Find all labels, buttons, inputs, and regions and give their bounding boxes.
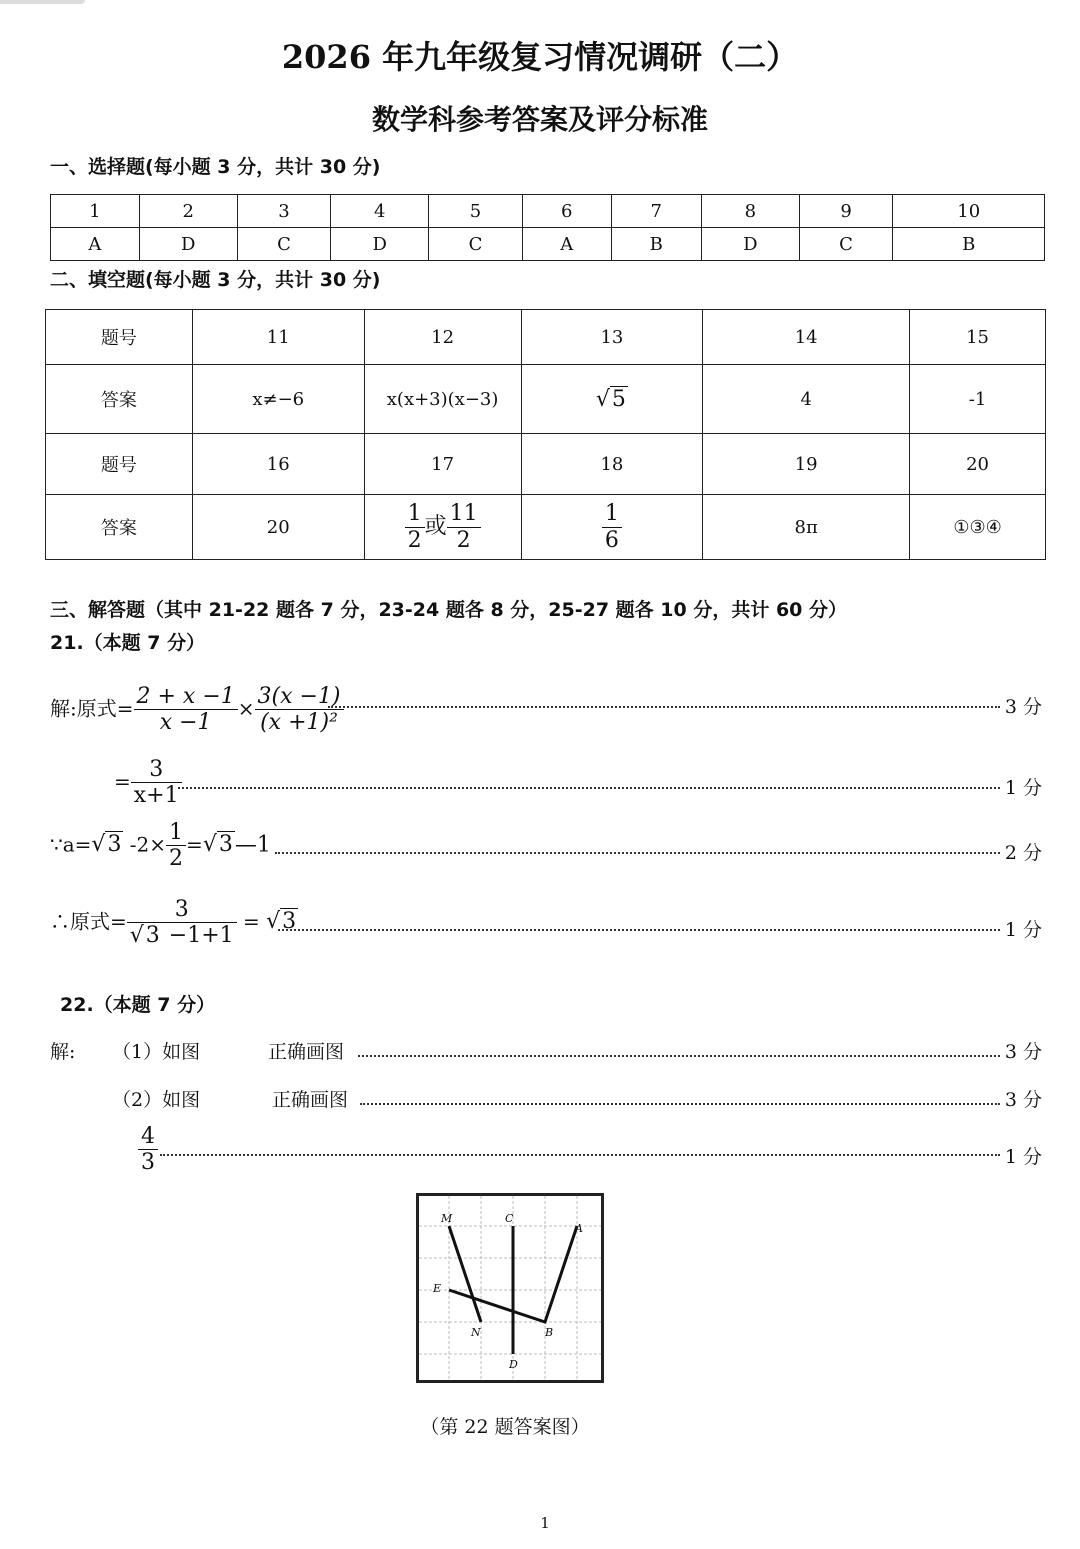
fraction: $\frac{1}{2}$	[405, 501, 425, 553]
table-cell: 17	[364, 434, 521, 495]
dot-leader	[275, 852, 1000, 854]
table-cell: A	[522, 228, 611, 261]
sqrt-expression: √3	[266, 909, 297, 935]
dot-leader	[160, 1154, 1000, 1156]
table-cell: 10	[893, 195, 1045, 228]
table-cell: 11	[192, 310, 364, 365]
grid-figure	[419, 1196, 601, 1380]
table-cell: B	[611, 228, 701, 261]
table-cell: D	[139, 228, 237, 261]
choice-number-row	[51, 195, 1045, 228]
page-subtitle: 数学科参考答案及评分标准	[371, 103, 708, 136]
fraction: $\frac{2 + x -1}{x -1}$	[134, 684, 238, 736]
page-title: 2026 年九年级复习情况调研（二）	[281, 38, 799, 76]
fraction: $\frac{1}{6}$	[602, 501, 622, 553]
table-cell: 答案	[46, 365, 193, 434]
table-cell: $\frac{1}{2}$ 或 $\frac{11}{2}$	[364, 495, 521, 560]
score-points: 3 分	[1004, 1089, 1042, 1111]
q21-step3: ∵a=√3 -2× $\frac{1}{2}$ =√3—1 2 分	[50, 820, 1042, 872]
table-row	[46, 434, 1046, 495]
table-cell: 20	[192, 495, 364, 560]
table-cell: x≠−6	[192, 365, 364, 434]
fill-answer-table	[45, 309, 1046, 560]
table-cell: 5	[429, 195, 523, 228]
table-cell: 19	[703, 434, 910, 495]
table-cell: 15	[910, 310, 1046, 365]
fraction: $\frac{3}{√3 -1+1}$	[127, 897, 237, 949]
sqrt-expression: √5	[595, 386, 626, 412]
dot-leader	[328, 706, 1000, 708]
table-cell: 16	[192, 434, 364, 495]
table-cell: D	[701, 228, 799, 261]
q22-title: 22.（本题 7 分）	[60, 994, 216, 1016]
page-number: 1	[540, 1514, 550, 1532]
table-cell: 1	[51, 195, 140, 228]
q21-title: 21.（本题 7 分）	[50, 632, 206, 654]
table-cell: 题号	[46, 310, 193, 365]
score-points: 1 分	[1004, 777, 1042, 799]
q21-step1: 解:原式= $\frac{2 + x -1}{x -1}$ × $\frac{3(x -1)}{\text{(x +1)²}}$ 3 分	[50, 684, 1042, 736]
table-cell: 8	[701, 195, 799, 228]
fraction: $\frac{3(x -1)}{\text{(x +1)²}}$	[255, 684, 344, 736]
table-cell: 4	[331, 195, 429, 228]
table-cell: C	[799, 228, 893, 261]
fraction: $\frac{4}{3}$	[138, 1124, 158, 1176]
table-cell: 4	[703, 365, 910, 434]
point-label-C: C	[505, 1212, 514, 1225]
section1-heading: 一、选择题(每小题 3 分，共计 30 分)	[50, 156, 381, 178]
choice-answer-table	[50, 194, 1045, 261]
q21-step4: ∴原式= $\frac{3}{√3 -1+1}$ = √3 1 分	[50, 897, 1042, 949]
table-row	[46, 310, 1046, 365]
score-points: 1 分	[1004, 919, 1042, 941]
point-label-B: B	[545, 1326, 554, 1339]
table-cell: 答案	[46, 495, 193, 560]
sqrt-expression: √3	[129, 923, 160, 949]
q22-part2: （2）如图 正确画图 3 分	[50, 1085, 1042, 1125]
score-points: 1 分	[1004, 1146, 1042, 1168]
table-cell: B	[893, 228, 1045, 261]
segment-MN	[449, 1226, 481, 1322]
sqrt-expression: √3	[91, 832, 122, 858]
section2-heading: 二、填空题(每小题 3 分，共计 30 分)	[50, 269, 381, 291]
dot-leader	[178, 787, 1000, 789]
figure-caption: （第 22 题答案图）	[420, 1416, 590, 1438]
score-points: 2 分	[1004, 842, 1042, 864]
fraction: $\frac{11}{2}$	[447, 501, 481, 553]
table-cell: D	[331, 228, 429, 261]
table-cell: C	[429, 228, 523, 261]
dot-leader	[278, 929, 1000, 931]
table-row	[46, 365, 1046, 434]
q22-answer-figure	[416, 1193, 604, 1383]
table-cell: -1	[910, 365, 1046, 434]
table-row	[46, 495, 1046, 560]
sqrt-expression: √3	[202, 832, 233, 858]
point-label-N: N	[471, 1326, 481, 1339]
q22-part1: 解: （1）如图 正确画图 3 分	[50, 1037, 1042, 1077]
score-points: 3 分	[1004, 1041, 1042, 1063]
table-cell: A	[51, 228, 140, 261]
table-cell: 2	[139, 195, 237, 228]
point-label-D: D	[509, 1358, 518, 1371]
section3-heading: 三、解答题（其中 21-22 题各 7 分，23-24 题各 8 分，25-27 题各 10 分，共计 60 分）	[50, 599, 847, 621]
table-cell: 12	[364, 310, 521, 365]
table-cell: ①③④	[910, 495, 1046, 560]
q22-part3	[50, 1124, 1042, 1186]
point-label-A: A	[575, 1222, 583, 1235]
table-cell: 8π	[703, 495, 910, 560]
q21-step2: = $\frac{3}{x+1}$ 1 分	[114, 757, 1042, 809]
table-cell	[521, 495, 703, 560]
table-cell: 20	[910, 434, 1046, 495]
table-cell: 6	[522, 195, 611, 228]
table-cell: x(x+3)(x−3)	[364, 365, 521, 434]
fraction: $\frac{3}{x+1}$	[131, 757, 182, 809]
table-cell	[521, 365, 703, 434]
scan-corner-mark	[0, 0, 85, 4]
fraction: $\frac{1}{2}$	[166, 820, 186, 872]
table-cell: 7	[611, 195, 701, 228]
table-cell: 9	[799, 195, 893, 228]
dot-leader	[358, 1055, 1000, 1057]
table-cell: 18	[521, 434, 703, 495]
table-cell: 14	[703, 310, 910, 365]
dot-leader	[360, 1103, 1000, 1105]
choice-answer-row	[51, 228, 1045, 261]
point-label-M: M	[441, 1212, 453, 1225]
table-cell: 3	[237, 195, 331, 228]
table-cell: 13	[521, 310, 703, 365]
point-label-E: E	[433, 1282, 442, 1295]
score-points: 3 分	[1004, 696, 1042, 718]
table-cell: 题号	[46, 434, 193, 495]
table-cell: C	[237, 228, 331, 261]
